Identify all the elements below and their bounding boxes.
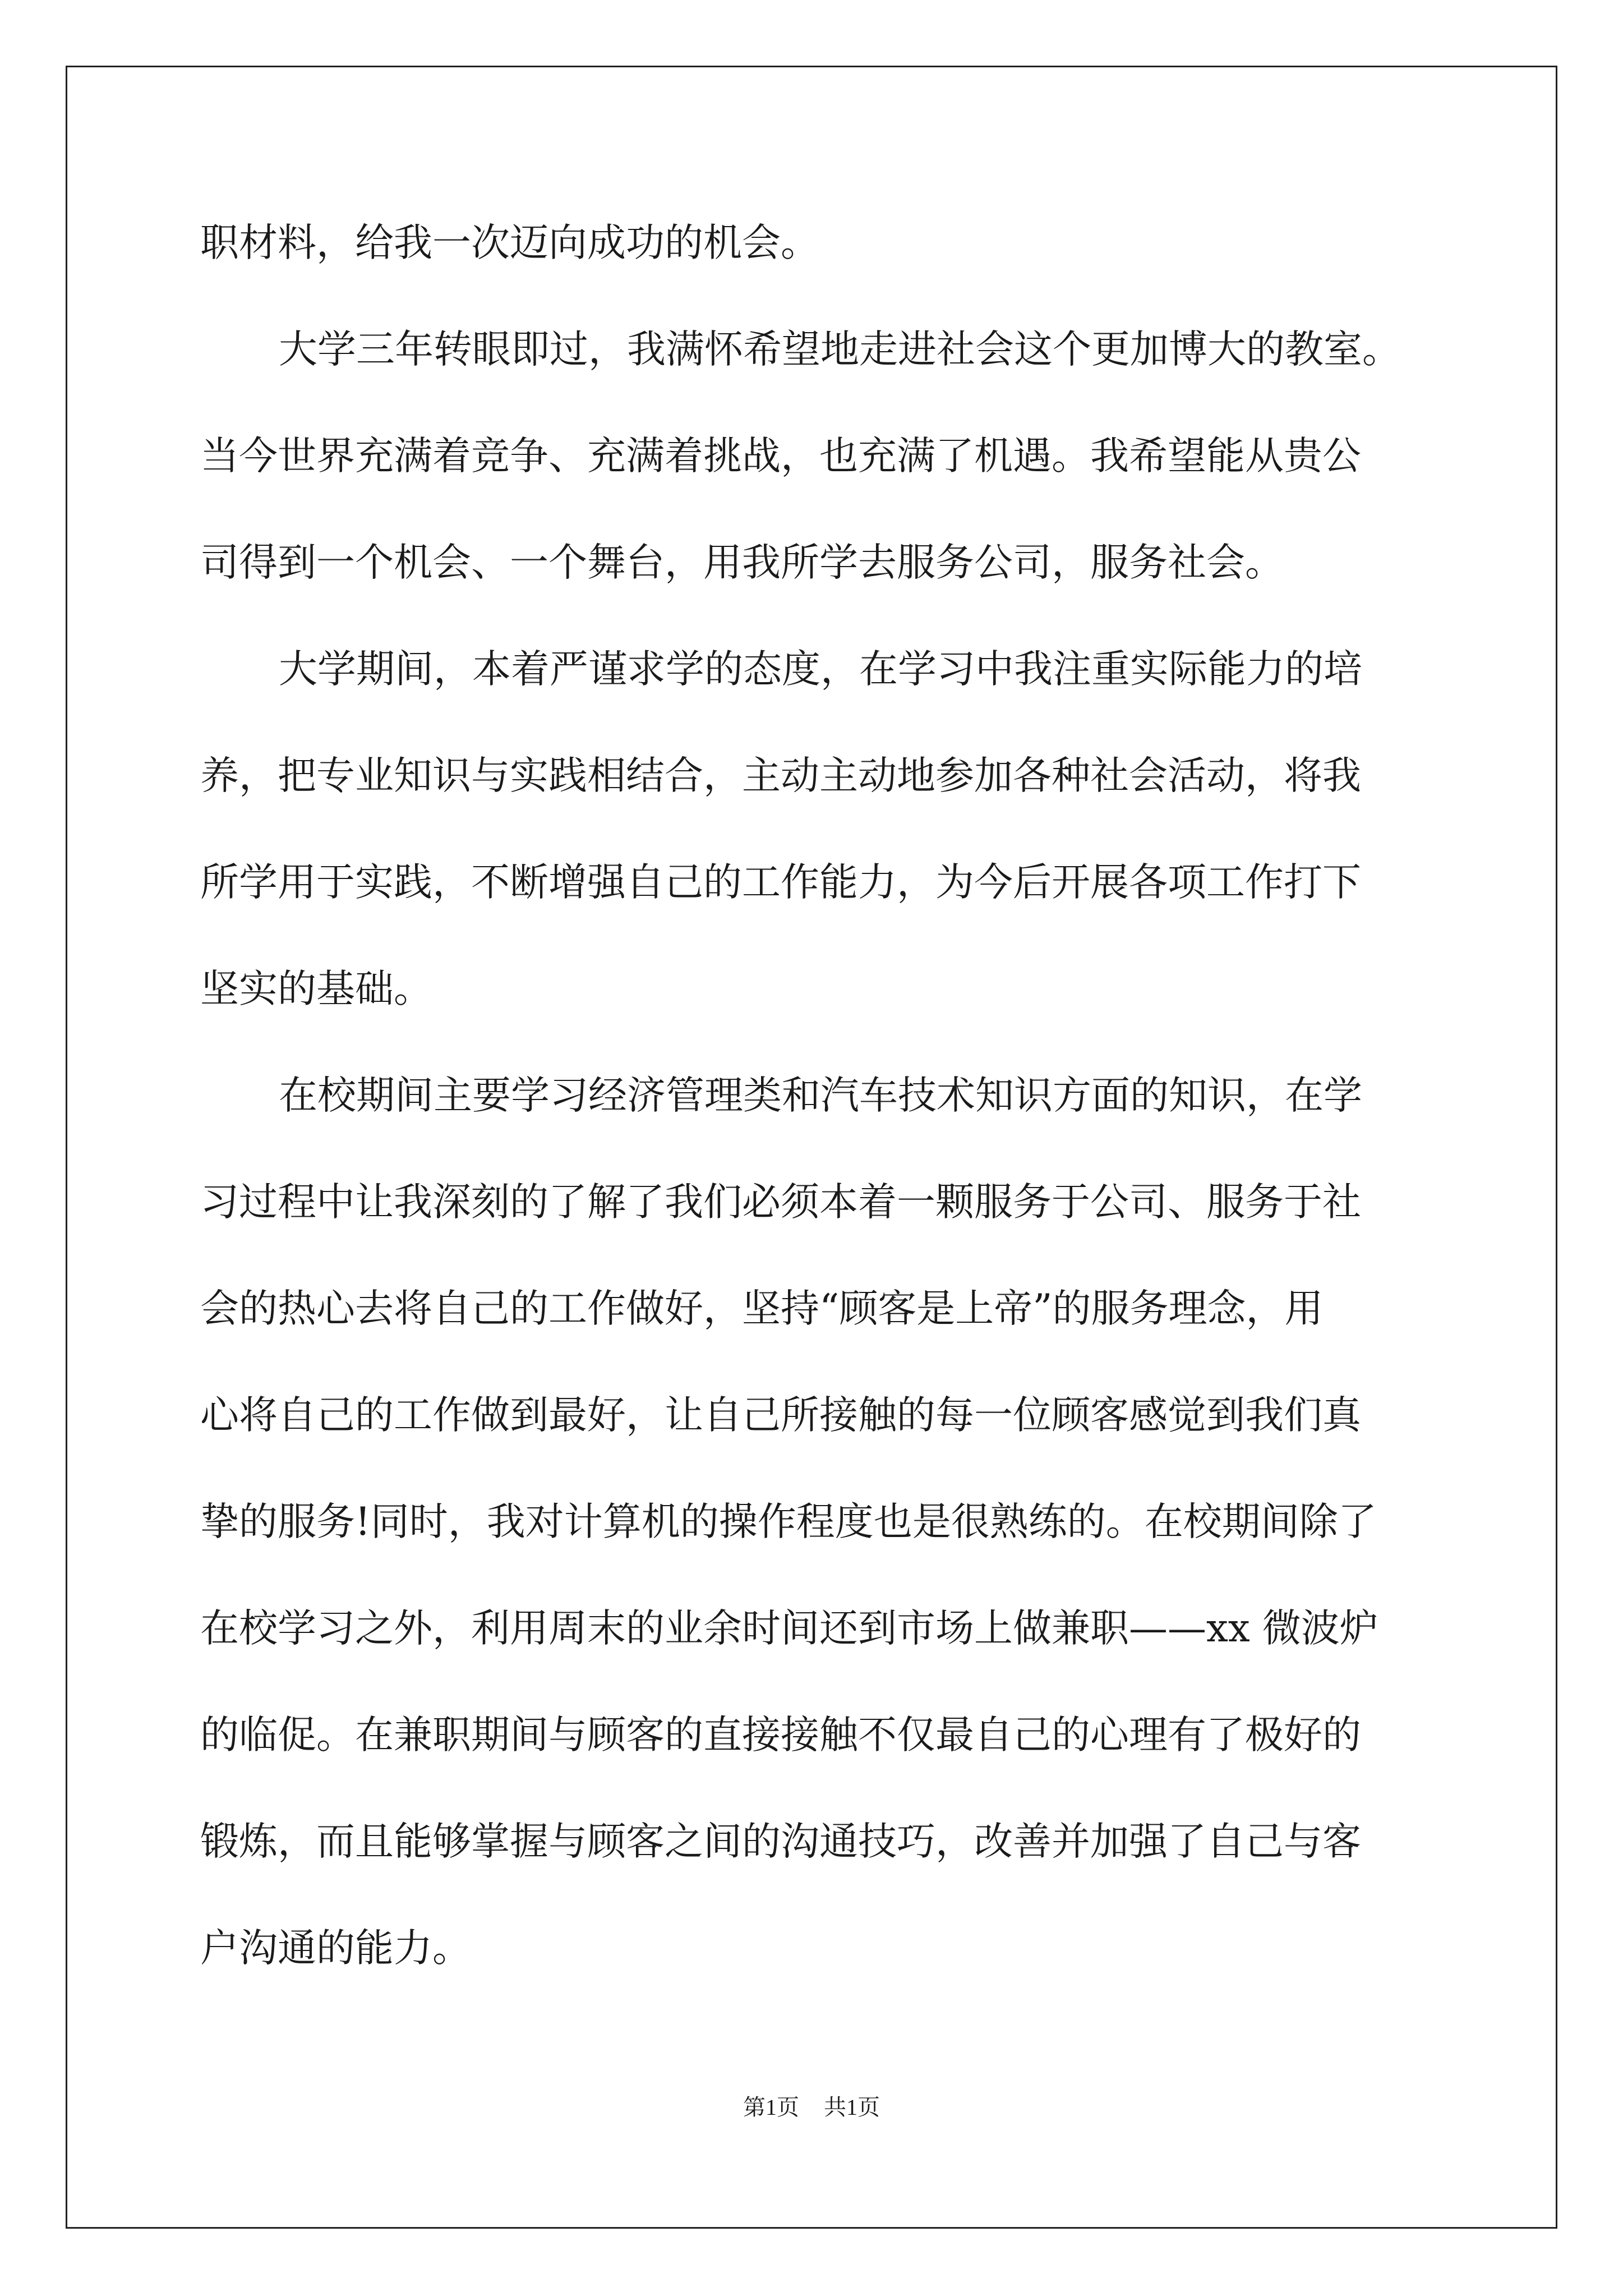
text-line: 在校期间主要学习经济管理类和汽车技术知识方面的知识，在学 [279,1073,1362,1118]
text-line: 锻炼，而且能够掌握与顾客之间的沟通技巧，改善并加强了自己与客 [200,1819,1361,1864]
text-line: 职材料，给我一次迈向成功的机会。 [200,220,819,265]
text-line: 心将自己的工作做到最好，让自己所接触的每一位顾客感觉到我们真 [200,1393,1361,1438]
text-line: 习过程中让我深刻的了解了我们必须本着一颗服务于公司、服务于社 [200,1180,1361,1225]
page-number: 第1页 [743,2095,799,2120]
document-body [200,208,1434,2019]
page-total: 共1页 [824,2095,880,2120]
text-line: 挚的服务!同时，我对计算机的操作程度也是很熟练的。在校期间除了 [200,1499,1377,1544]
text-line: 在校学习之外，利用周末的业余时间还到市场上做兼职——xx 微波炉 [200,1606,1378,1651]
text-line: 当今世界充满着竞争、充满着挑战，也充满了机遇。我希望能从贵公 [200,434,1361,478]
text-line: 坚实的基础。 [200,967,432,1011]
text-line: 的临促。在兼职期间与顾客的直接接触不仅最自己的心理有了极好的 [200,1713,1361,1757]
text-line: 养，把专业知识与实践相结合，主动主动地参加各种社会活动，将我 [200,753,1361,798]
text-line: 会的热心去将自己的工作做好，坚持“顾客是上帝”的服务理念，用 [200,1286,1324,1331]
page-footer [0,2091,1623,2124]
text-line: 大学三年转眼即过，我满怀希望地走进社会这个更加博大的教室。 [279,327,1401,372]
text-line: 司得到一个机会、一个舞台，用我所学去服务公司，服务社会。 [200,540,1284,585]
text-line: 所学用于实践，不断增强自己的工作能力，为今后开展各项工作打下 [200,860,1361,905]
text-line: 大学期间，本着严谨求学的态度，在学习中我注重实际能力的培 [279,647,1362,692]
text-line: 户沟通的能力。 [200,1926,471,1971]
